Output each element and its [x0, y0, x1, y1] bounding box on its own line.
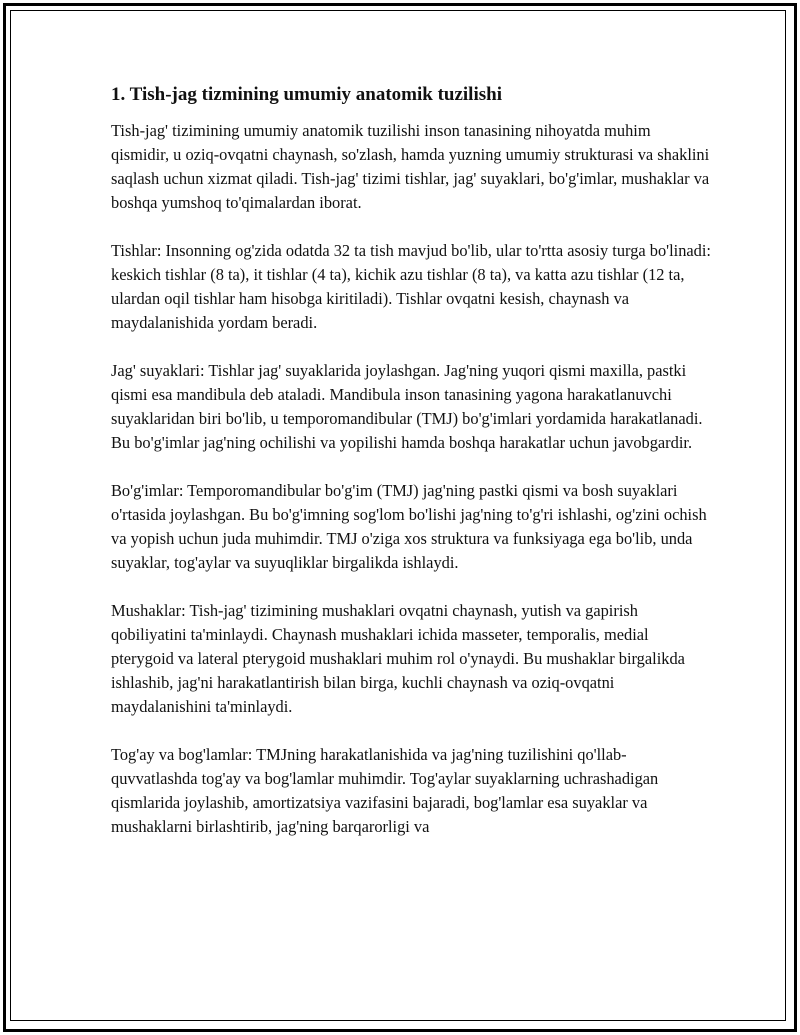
paragraph-intro: Tish-jag' tizimining umumiy anatomik tuzilishi inson tanasining nihoyatda muhim qismidir, u oziq-ovqatni chaynash, so'zlash, hamda yuzning umumiy strukturasi va shaklini saqlash uchun xizmat qiladi. Tish-jag' tizimi tishlar, jag' suyaklari, bo'g'imlar, mushaklar va boshqa yumshoq to'qimalardan iborat.	[111, 121, 710, 212]
paragraph-jaw-bones: Jag' suyaklari: Tishlar jag' suyaklarida joylashgan. Jag'ning yuqori qismi maxilla, pastki qismi esa mandibula deb ataladi. Mandibula inson tanasining yagona harakatlanuvchi suyaklaridan biri bo'lib, u temporomandibular (TMJ) bo'g'imlari yordamida harakatlanadi. Bu bo'g'imlar jag'ning ochilishi va yopilishi hamda boshqa harakatlar uchun javobgardir.	[111, 361, 703, 452]
paragraph-cartilage-ligaments: Tog'ay va bog'lamlar: TMJning harakatlanishida va jag'ning tuzilishini qo'llab-quvvatlashda tog'ay va bog'lamlar muhimdir. Tog'aylar suyaklarning uchrashadigan qismlarida joylashib, amortizatsiya vazifasini bajaradi, bog'lamlar esa suyaklar va mushaklarni birlashtirib, jag'ning barqarorligi va	[111, 745, 659, 836]
document-body	[111, 83, 711, 863]
paragraph-teeth: Tishlar: Insonning og'zida odatda 32 ta tish mavjud bo'lib, ular to'rtta asosiy turga bo'linadi: keskich tishlar (8 ta), it tishlar (4 ta), kichik azu tishlar (8 ta), va katta azu tishlar (12 ta, ulardan oqil tishlar ham hisobga kiritiladi). Tishlar ovqatni kesish, chaynash va maydalanishida yordam beradi.	[111, 241, 711, 332]
section-title: 1. Tish-jag tizmining umumiy anatomik tuzilishi	[111, 84, 502, 105]
paragraph-muscles: Mushaklar: Tish-jag' tizimining mushaklari ovqatni chaynash, yutish va gapirish qobiliyatini ta'minlaydi. Chaynash mushaklari ichida masseter, temporalis, medial pterygoid va lateral pterygoid mushaklari muhim rol o'ynaydi. Bu mushaklar birgalikda ishlashib, jag'ni harakatlantirish bilan birga, kuchli chaynash va oziq-ovqatni maydalanishini ta'minlaydi.	[111, 601, 685, 716]
paragraph-joints: Bo'g'imlar: Temporomandibular bo'g'im (TMJ) jag'ning pastki qismi va bosh suyaklari o'rtasida joylashgan. Bu bo'g'imning sog'lom bo'lishi jag'ning to'g'ri ishlashi, og'zini ochish va yopish uchun juda muhimdir. TMJ o'ziga xos struktura va funksiyaga ega bo'lib, unda suyaklar, tog'aylar va suyuqliklar birgalikda ishlaydi.	[111, 481, 707, 572]
